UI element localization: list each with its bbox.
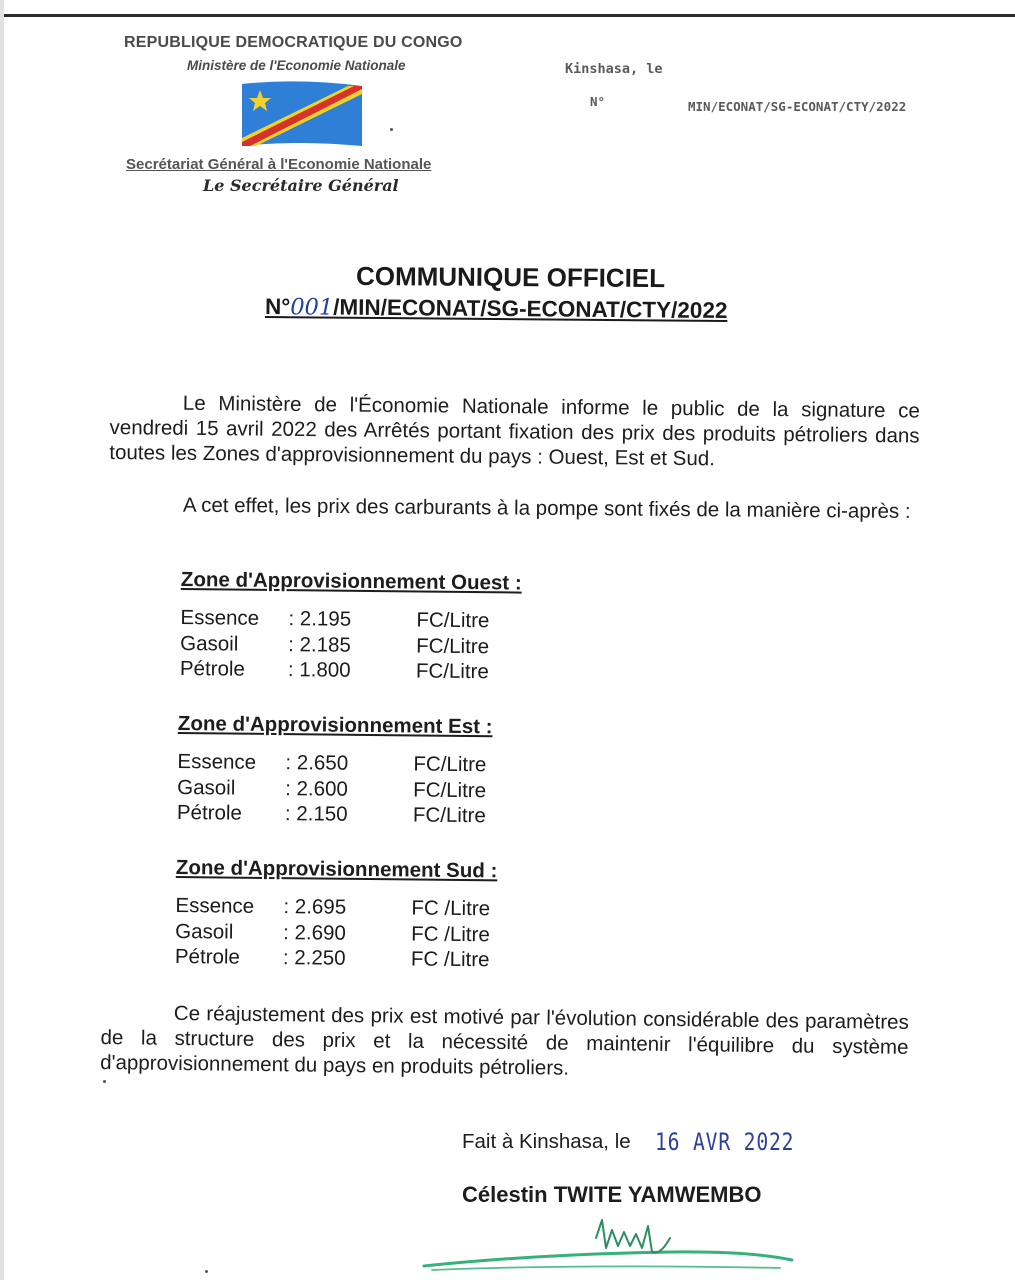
product-price: : 2.185 xyxy=(288,632,352,657)
price-row xyxy=(177,801,492,830)
ref-handwritten-number: 001 xyxy=(290,294,334,321)
signature-icon xyxy=(420,1208,800,1278)
country-name: REPUBLIQUE DEMOCRATIQUE DU CONGO xyxy=(124,34,463,51)
intro-paragraph-text: Le Ministère de l'Économie Nationale informe le public de la signature ce vendredi 15 avril 2022 des Arrêtés portant fixation des prix des produits pétroliers dans toutes les Zones d'approvisionnement du pays : Ouest, Est et Sud. xyxy=(109,391,920,471)
document-title: COMMUNIQUE OFFICIEL xyxy=(355,260,666,294)
price-row xyxy=(180,657,521,686)
drc-flag-icon xyxy=(238,76,368,150)
product-name: Essence xyxy=(180,605,260,630)
product-price: : 2.195 xyxy=(288,607,352,631)
price-row xyxy=(180,606,521,635)
prices-intro-text: A cet effet, les prix des carburants à la pompe sont fixés de la manière ci-après : xyxy=(182,493,911,523)
price-row xyxy=(175,894,497,923)
place-label: Fait à Kinshasa, le xyxy=(462,1130,631,1153)
product-name: Essence xyxy=(177,749,257,774)
scan-speck xyxy=(103,1080,106,1083)
price-row xyxy=(175,945,497,974)
scan-speck xyxy=(390,128,393,131)
product-price: : 1.800 xyxy=(287,658,351,682)
product-name: Gasoil xyxy=(177,775,236,800)
page-left-edge xyxy=(0,0,4,1280)
price-unit: FC/Litre xyxy=(412,803,486,828)
product-price: : 2.250 xyxy=(282,946,346,970)
ministry-name: Ministère de l'Economie Nationale xyxy=(187,58,406,73)
prices-intro-paragraph xyxy=(110,492,920,524)
document-reference xyxy=(265,294,728,324)
signatory-name: Célestin TWITE YAMWEMBO xyxy=(462,1182,762,1207)
price-row xyxy=(180,631,521,660)
zone-ouest xyxy=(180,568,522,686)
product-price: : 2.600 xyxy=(285,776,349,801)
header-number-value: MIN/ECONAT/SG-ECONAT/CTY/2022 xyxy=(688,99,907,114)
ref-prefix: N° xyxy=(264,293,291,320)
product-name: Gasoil xyxy=(180,631,239,656)
header-number-label: N° xyxy=(590,94,606,109)
product-name: Gasoil xyxy=(175,919,234,944)
price-unit: FC/Litre xyxy=(413,777,487,802)
intro-paragraph xyxy=(109,390,920,473)
product-name: Pétrole xyxy=(174,944,241,969)
page-top-edge xyxy=(0,14,1015,17)
secretary-general-title: Le Secrétaire Général xyxy=(203,176,399,195)
product-price: : 2.150 xyxy=(284,802,348,826)
secretariat-name: Secrétariat Général à l'Economie Nationale xyxy=(126,156,432,173)
price-unit: FC /Litre xyxy=(410,947,490,972)
price-unit: FC /Litre xyxy=(411,921,490,946)
price-unit: FC/Litre xyxy=(415,659,489,684)
zone-title: Zone d'Approvisionnement Ouest : xyxy=(180,568,522,595)
zone-sud xyxy=(175,856,498,974)
price-unit: FC /Litre xyxy=(411,896,491,921)
zone-title: Zone d'Approvisionnement Est : xyxy=(177,712,493,739)
product-price: : 2.690 xyxy=(283,920,347,945)
product-name: Pétrole xyxy=(179,656,246,681)
price-unit: FC/Litre xyxy=(416,608,490,633)
price-row xyxy=(177,775,492,804)
price-unit: FC/Litre xyxy=(413,752,487,777)
price-unit: FC/Litre xyxy=(416,633,490,658)
zone-est xyxy=(177,712,493,830)
price-row xyxy=(177,750,492,779)
scan-speck xyxy=(205,1270,208,1273)
city-date-label: Kinshasa, le xyxy=(565,61,663,77)
product-price: : 2.695 xyxy=(283,895,347,919)
price-row xyxy=(175,919,497,948)
product-name: Essence xyxy=(175,893,255,918)
ref-suffix: /MIN/ECONAT/SG-ECONAT/CTY/2022 xyxy=(333,294,728,324)
product-price: : 2.650 xyxy=(285,751,349,775)
closing-paragraph xyxy=(100,1000,909,1085)
zone-title: Zone d'Approvisionnement Sud : xyxy=(175,856,498,883)
product-name: Pétrole xyxy=(176,800,243,825)
closing-paragraph-text: Ce réajustement des prix est motivé par l'évolution considérable des paramètres de la structure des prix et la nécessité de maintenir l'équilibre du système d'approvisionnement du pays en produits pétroliers. xyxy=(100,1001,909,1080)
date-stamp: 16 AVR 2022 xyxy=(655,1128,795,1156)
